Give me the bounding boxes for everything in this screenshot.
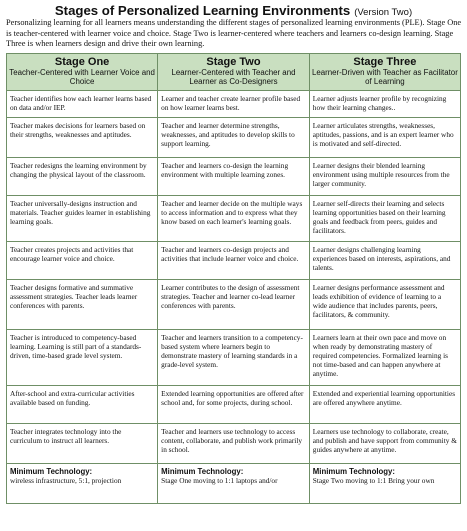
cell-text: Learner and teacher create learner profile based on how learner learns best. xyxy=(161,93,301,112)
table-cell xyxy=(309,195,460,241)
cell-text: Teacher identifies how each learner learns based on data and/or IEP. xyxy=(10,93,152,112)
stage-one-header xyxy=(7,54,158,91)
table-cell xyxy=(7,463,158,503)
cell-text: Learners use technology to collaborate, create, and publish and have support from community & guides anywhere at anytime. xyxy=(312,426,457,454)
cell-text: Learner articulates strengths, weaknesses, aptitudes, passions, and is an expert learner who is motivated and self-directed. xyxy=(312,120,454,148)
stage-title: Stage Three xyxy=(353,56,417,68)
cell-text: Teacher makes decisions for learners based on their strengths, weaknesses and aptitudes. xyxy=(10,120,146,139)
cell-text: Learner adjusts learner profile by recognizing how their learning changes.. xyxy=(312,93,447,112)
stage-subtitle: Teacher-Centered with Learner Voice and Choice xyxy=(9,68,155,87)
table-cell xyxy=(158,195,310,241)
cell-text: Learner designs challenging learning experiences based on interests, aspirations, and talents. xyxy=(312,244,451,272)
table-cell xyxy=(158,90,310,117)
cell-text: Teacher universally-designs instruction and materials. Teacher guides learner in establishing learning goals. xyxy=(10,198,151,226)
table-cell xyxy=(309,90,460,117)
cell-text: wireless infrastructure, 5:1, projection xyxy=(10,475,122,485)
table-cell xyxy=(7,279,158,329)
table-cell xyxy=(7,117,158,157)
cell-text: Teacher and learners use technology to access content, collaborate, and publish work primarily in school. xyxy=(161,426,303,454)
table-cell xyxy=(309,385,460,423)
stage-two-header xyxy=(158,54,310,91)
table-cell xyxy=(158,385,310,423)
stage-subtitle: Learner-Centered with Teacher and Learner as Co-Designers xyxy=(171,68,296,87)
table-cell xyxy=(158,157,310,195)
table-cell xyxy=(309,241,460,279)
table-cell xyxy=(309,423,460,463)
table-row xyxy=(7,329,461,385)
intro-paragraph: Personalizing learning for all learners means understanding the different stages of personalized learning environments (PLE). Stage One is teacher-centered with learner voice and choice. Stage Two is learner-centered where teachers and learners co-design learning. Stage Three is when learners design and drive their own learning. xyxy=(6,18,462,49)
table-cell xyxy=(158,463,310,503)
table-cell xyxy=(309,157,460,195)
document-title: Stages of Personalized Learning Environments xyxy=(54,3,351,18)
cell-text: Teacher and learner decide on the multiple ways to access information and to express what they know based on each learner's learning goals. xyxy=(161,198,303,226)
table-row xyxy=(7,241,461,279)
table-row xyxy=(7,90,461,117)
table-header-row xyxy=(7,54,461,91)
table-cell xyxy=(7,195,158,241)
cell-text: Extended and experiential learning opportunities are offered anywhere anytime. xyxy=(312,388,456,407)
cell-text: Teacher and learners co-design the learning environment with multiple learning zones. xyxy=(161,160,289,179)
table-row xyxy=(7,195,461,241)
cell-text: Teacher and learner determine strengths, weaknesses, and aptitudes to develop skills to support learning. xyxy=(161,120,295,148)
stage-title: Stage One xyxy=(54,56,110,68)
cell-text: Learner designs performance assessment and leads exhibition of evidence of learning to a wide audience that includes parents, peers, facilitators, & community. xyxy=(312,282,445,319)
table-cell xyxy=(309,463,460,503)
minimum-technology-label: Minimum Technology: xyxy=(10,466,93,476)
cell-text: Teacher designs formative and summative assessment strategies. Teacher leads learner conferences with parents. xyxy=(10,282,138,310)
table-cell xyxy=(309,117,460,157)
stage-three-header xyxy=(309,54,460,91)
cell-text: Extended learning opportunities are offered after school and, for some projects, during school. xyxy=(161,388,304,407)
cell-text: Learners learn at their own pace and move on when ready by demonstrating mastery of required competencies. Formalized learning is not time-based and can happen anywhere at anytime. xyxy=(312,332,448,378)
table-cell xyxy=(7,90,158,117)
table-cell xyxy=(158,423,310,463)
cell-text: Teacher creates projects and activities that encourage learner voice and choice. xyxy=(10,244,134,263)
table-cell xyxy=(7,385,158,423)
cell-text: Learner contributes to the design of assessment strategies. Teacher and learner co-lead learner conferences with parents. xyxy=(161,282,300,310)
table-row xyxy=(7,423,461,463)
table-row xyxy=(7,385,461,423)
table-cell xyxy=(309,329,460,385)
cell-text: Learner designs their blended learning environment using multiple resources from the larger community. xyxy=(312,160,450,188)
cell-text: Learner self-directs their learning and selects learning opportunities based on their learning goals and feedback from peers, guides and facilitators. xyxy=(312,198,446,235)
minimum-technology-label: Minimum Technology: xyxy=(161,466,244,476)
stage-subtitle: Learner-Driven with Teacher as Facilitator of Learning xyxy=(311,68,458,87)
cell-text: Stage One moving to 1:1 laptops and/or xyxy=(161,475,278,485)
cell-text: Stage Two moving to 1:1 Bring your own xyxy=(312,475,435,485)
table-cell xyxy=(309,279,460,329)
cell-text: Teacher and learners co-design projects and activities that include learner voice and choice. xyxy=(161,244,299,263)
table-cell xyxy=(7,329,158,385)
cell-text: Teacher redesigns the learning environment by changing the physical layout of the classroom. xyxy=(10,160,147,179)
table-cell xyxy=(7,157,158,195)
cell-text: Teacher and learners transition to a competency-based system where learners begin to demonstrate mastery of learning standards in a grade-level system. xyxy=(161,332,303,369)
table-cell xyxy=(7,241,158,279)
table-cell xyxy=(7,423,158,463)
version-label: (Version Two) xyxy=(354,7,413,18)
table-cell xyxy=(158,279,310,329)
table-cell xyxy=(158,329,310,385)
technology-row xyxy=(7,463,461,503)
cell-text: Teacher integrates technology into the curriculum to instruct all learners. xyxy=(10,426,122,445)
table-cell xyxy=(158,241,310,279)
table-row xyxy=(7,157,461,195)
table-cell xyxy=(158,117,310,157)
minimum-technology-label: Minimum Technology: xyxy=(312,466,395,476)
table-row xyxy=(7,279,461,329)
cell-text: After-school and extra-curricular activities available based on funding. xyxy=(10,388,135,407)
stages-table xyxy=(6,53,461,504)
stage-title: Stage Two xyxy=(206,56,261,68)
table-row xyxy=(7,117,461,157)
cell-text: Teacher is introduced to competency-based learning. Learning is still part of a standards-driven, time-based grade level system. xyxy=(10,332,142,360)
